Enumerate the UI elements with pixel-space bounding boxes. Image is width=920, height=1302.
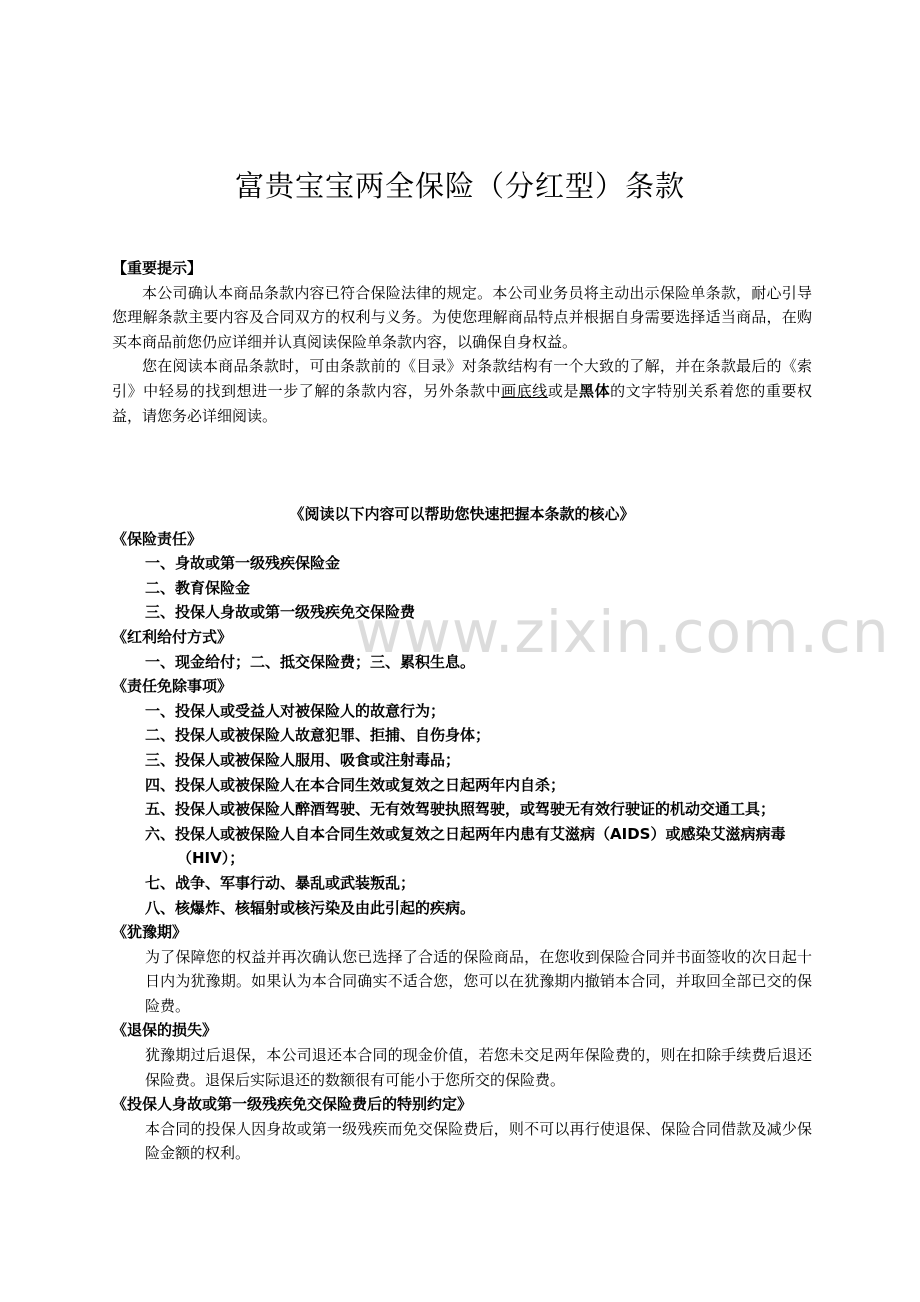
underline-example: 画底线: [501, 381, 548, 400]
exclusion-item: 二、投保人或被保险人故意犯罪、拒捕、自伤身体；: [145, 726, 491, 745]
dividend-text: 一、现金给付；二、抵交保险费；三、累积生息。: [145, 652, 476, 671]
special-agreement-text: 本合同的投保人因身故或第一级残疾而免交保险费后，则不可以再行使退保、保险合同借款及减少保险金额的权利。: [145, 1119, 812, 1163]
notice-heading: 【重要提示】: [112, 259, 203, 277]
liability-item: 一、身故或第一级残疾保险金: [145, 554, 341, 573]
notice-paragraph-2-text-c: 的文字特别关系着您的重要权益，请您务必详细阅读。: [112, 381, 812, 425]
core-summary: [112, 502, 812, 1166]
notice-paragraph-2-text-b: 或是: [547, 381, 580, 400]
exclusion-item: 一、投保人或受益人对被保险人的故意行为；: [145, 701, 446, 720]
section-heading-exclusions: 《责任免除事项》: [112, 677, 233, 696]
exclusion-item: 七、战争、军事行动、暴乱或武装叛乱；: [145, 873, 416, 892]
liability-item: 三、投保人身故或第一级残疾免交保险费: [145, 603, 416, 622]
core-summary-title: 《阅读以下内容可以帮助您快速把握本条款的核心》: [289, 505, 635, 523]
exclusion-item: 八、核爆炸、核辐射或核污染及由此引起的疾病。: [145, 898, 476, 917]
section-heading-dividend: 《红利给付方式》: [112, 627, 233, 646]
exclusion-item: 五、投保人或被保险人醉酒驾驶、无有效驾驶执照驾驶，或驾驶无有效行驶证的机动交通工具；: [145, 800, 776, 819]
section-heading-special-agreement: 《投保人身故或第一级残疾免交保险费后的特别约定》: [112, 1095, 473, 1114]
exclusion-item: 六、投保人或被保险人自本合同生效或复效之日起两年内患有艾滋病（AIDS）或感染艾滋病病毒（HIV）；: [145, 824, 786, 868]
watermark: www.zixin.com.cn: [355, 598, 890, 666]
liability-item: 二、教育保险金: [145, 578, 251, 597]
section-heading-surrender: 《退保的损失》: [112, 1021, 218, 1040]
bold-example: 黑体: [579, 381, 611, 400]
notice-paragraph-2-text-a: 您在阅读本商品条款时，可由条款前的《目录》对条款结构有一个大致的了解，并在条款最后的《索引》中轻易的找到想进一步了解的条款内容，另外条款中: [112, 357, 812, 400]
document-title: 富贵宝宝两全保险（分红型）条款: [234, 169, 685, 203]
section-heading-cooling-period: 《犹豫期》: [112, 923, 188, 942]
surrender-text: 犹豫期过后退保，本公司退还本合同的现金价值，若您未交足两年保险费的，则在扣除手续费后退还保险费。退保后实际退还的数额很有可能小于您所交的保险费。: [145, 1046, 812, 1089]
notice-paragraph-1: 本公司确认本商品条款内容已符合保险法律的规定。本公司业务员将主动出示保险单条款，耐心引导您理解条款主要内容及合同双方的权利与义务。为使您理解商品特点并根据自身需要选择适当商品，在购买本商品前您仍应详细并认真阅读保险单条款内容，以确保自身权益。: [112, 283, 812, 351]
exclusion-item: 四、投保人或被保险人在本合同生效或复效之日起两年内自杀；: [145, 775, 566, 794]
exclusion-item: 三、投保人或被保险人服用、吸食或注射毒品；: [145, 750, 461, 769]
section-heading-liability: 《保险责任》: [112, 529, 203, 548]
notice-paragraph-2: [112, 354, 812, 428]
cooling-period-text: 为了保障您的权益并再次确认您已选择了合适的保险商品，在您收到保险合同并书面签收的次日起十日内为犹豫期。如果认为本合同确实不适合您，您可以在犹豫期内撤销本合同，并取回全部已交的保险费。: [145, 947, 812, 1015]
important-notice: [112, 256, 812, 428]
